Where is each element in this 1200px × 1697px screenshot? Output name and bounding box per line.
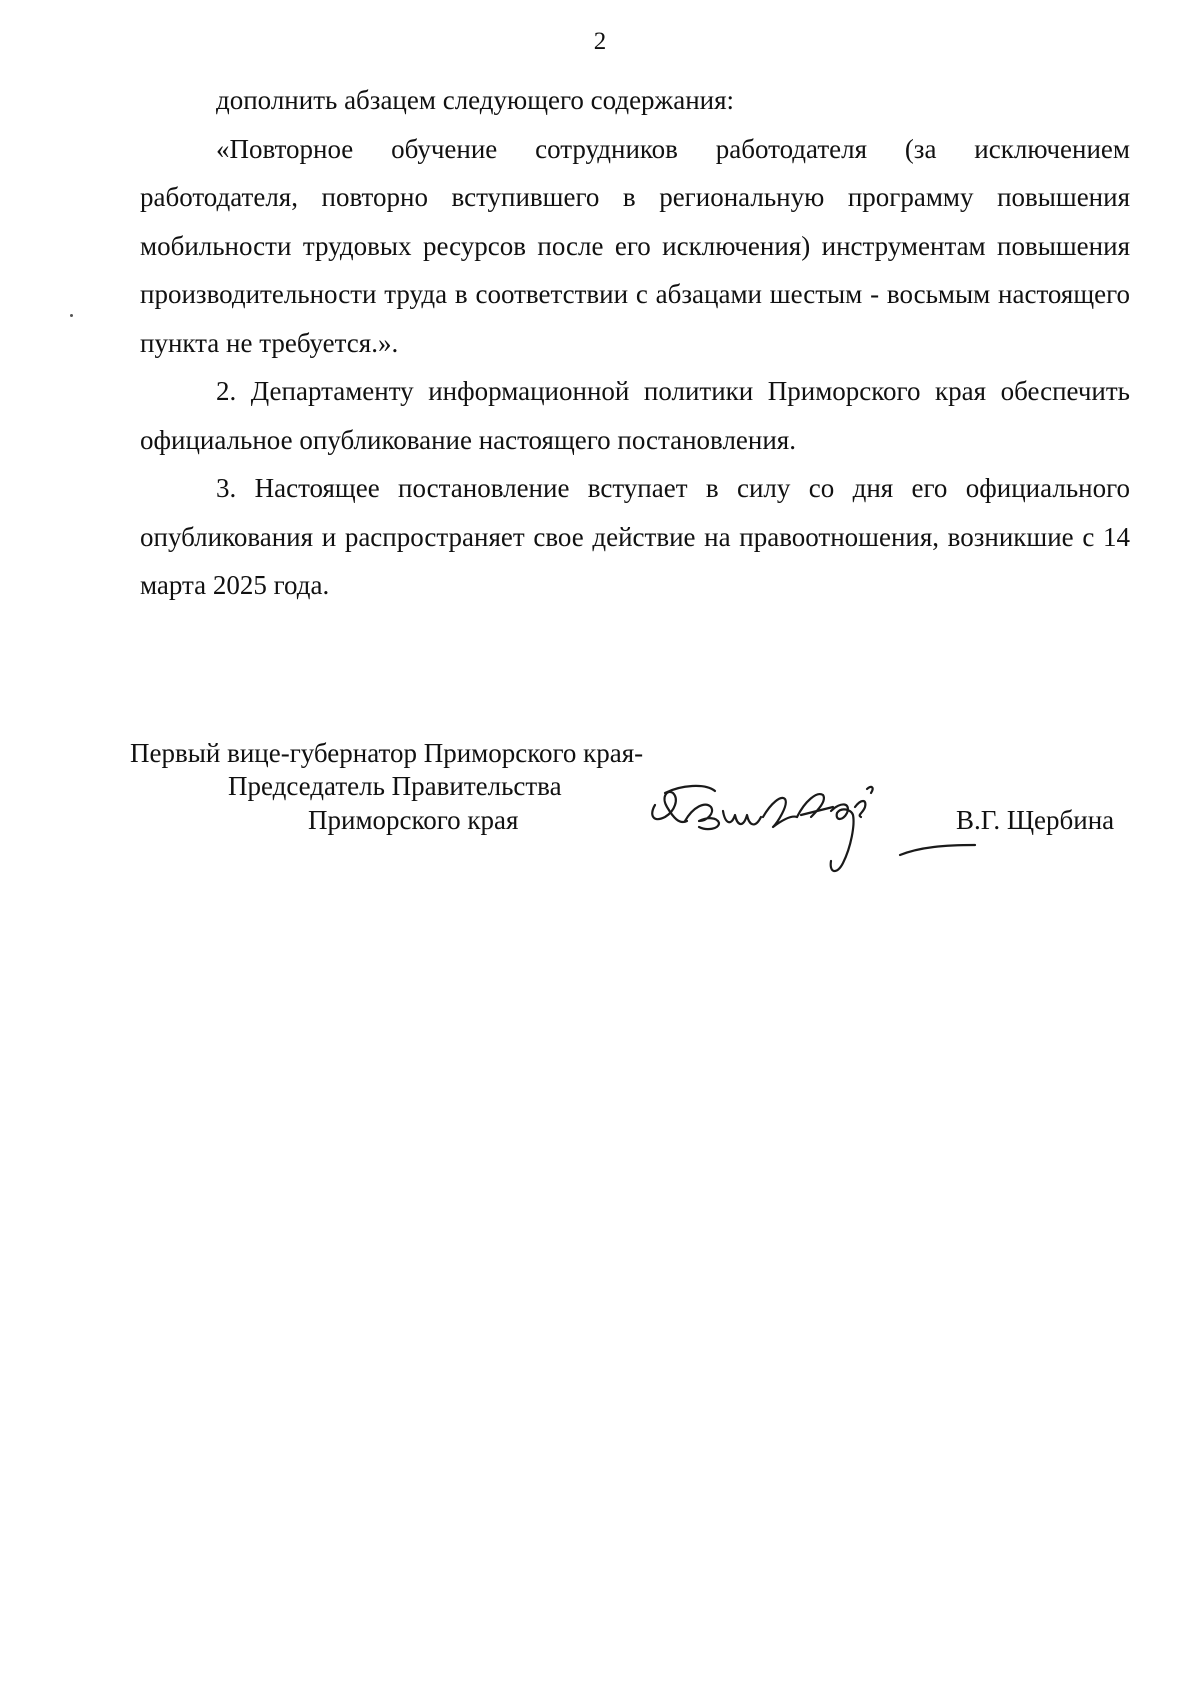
paragraph-item-2: 2. Департаменту информационной политики Приморского края обеспечить официальное опубликование настоящего постановления. <box>140 376 1130 455</box>
signature-block <box>130 737 1140 877</box>
signer-title-line-1: Первый вице-губернатор Приморского края- <box>130 738 644 768</box>
page-number: 2 <box>593 28 607 55</box>
paragraph-quoted-amendment: «Повторное обучение сотрудников работодателя (за исключением работодателя, повторно вступившего в региональную программу повышения мобильности трудовых ресурсов после его исключения) инструментам повышения производительности труда в соответствии с абзацами шестым - восьмым настоящего пункта не требуется.». <box>140 133 1130 358</box>
signer-title-line-2: Председатель Правительства <box>228 771 562 801</box>
signer-title-line-3: Приморского края <box>308 805 519 835</box>
handwritten-signature <box>645 777 1005 887</box>
document-body <box>140 76 1130 610</box>
scan-speck <box>70 314 73 317</box>
paragraph-intro: дополнить абзацем следующего содержания: <box>216 85 735 115</box>
paragraph-item-3: 3. Настоящее постановление вступает в силу со дня его официального опубликования и распространяет свое действие на правоотношения, возникшие с 14 марта 2025 года. <box>140 473 1130 600</box>
signer-name: В.Г. Щербина <box>956 805 1115 835</box>
